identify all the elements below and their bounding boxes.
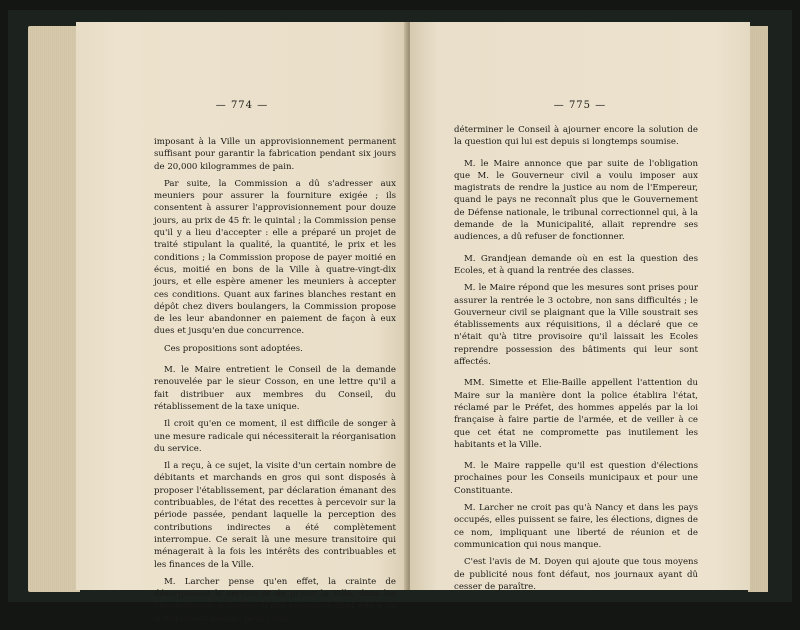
paragraph: imposant à la Ville un approvisionnement permanent suffisant pour garantir la fabrication pendant six jours de 20,000 kilogrammes de pain. (154, 137, 396, 172)
right-page-edges (748, 26, 768, 592)
paragraph: MM. Simette et Elie-Baille appellent l'attention du Maire sur la manière dont la police établira l'état, réclamé par le Préfet, des hommes appelés par la loi française à faire partie de l'armée, et de veiller à ce que cet état ne compromette pas inutilement les habitants et la Ville. (454, 378, 698, 450)
right-page-number: — 775 — (553, 100, 607, 111)
paragraph: C'est l'avis de M. Doyen qui ajoute que tous moyens de publicité nous font défaut, nos journaux ayant dû cesser de paraître. (454, 557, 698, 592)
paragraph: M. le Maire annonce que par suite de l'obligation que M. le Gouverneur civil a voulu imposer aux magistrats de rendre la justice au nom de l'Empereur, quand le pays ne reconnaît plus que le Gouvernement de Défense nationale, le tribunal correctionnel qui, à la demande de la Municipalité, allait reprendre ses audiences, a dû refuser de fonctionner. (454, 158, 698, 243)
paragraph: Par suite, la Commission a dû s'adresser aux meuniers pour assurer la fourniture exigée ; ils consentent à assurer l'approvisionnement pour douze jours, au prix de 45 fr. le quintal ; la Commission pense qu'il y a lieu d'accepter : elle a préparé un projet de traité stipulant la qualité, la quantité, le prix et les conditions ; la Commission propose de payer moitié en écus, moitié en bons de la Ville à quatre-vingt-dix jours, et elle espère amener les meuniers à accepter ces conditions. Quant aux farines blanches restant en dépôt chez divers boulangers, la Commission propose de les leur abandonner en paiement de façon à eux dues et jusqu'en due concurrence. (154, 178, 396, 337)
paragraph: M. Larcher pense qu'en effet, la crainte de désorganiser le service et de priver la Ville, dans les circonstances actuelles, d'une ressource dont elle a un si impérieux besoin, peut seule (154, 576, 396, 624)
paragraph: M. le Maire entretient le Conseil de la demande renouvelée par le sieur Cosson, en une lettre qu'il a fait distribuer aux membres du Conseil, du rétablissement de la taxe unique. (154, 365, 396, 412)
right-page (410, 22, 750, 590)
paragraph: M. le Maire rappelle qu'il est question d'élections prochaines pour les Conseils municipaux et pour une Constituante. (454, 461, 698, 496)
paragraph: M. Grandjean demande où en est la question des Ecoles, et à quand la rentrée des classes. (454, 253, 698, 276)
paragraph: M. le Maire répond que les mesures sont prises pour assurer la rentrée le 3 octobre, non sans difficultés ; le Gouverneur civil se plaignant que la Ville soustrait ses établissements aux réquisitions, il a déclaré que ce n'était qu'à titre provisoire qu'il laissait les Ecoles reprendre possession des bâtiments qui leur sont affectés. (454, 283, 698, 368)
paragraph: M. Larcher ne croit pas qu'à Nancy et dans les pays occupés, elles puissent se faire, les élections, dignes de ce nom, impliquant une liberté de réunion et de communication qui nous manque. (454, 503, 698, 550)
paragraph: Il a reçu, à ce sujet, la visite d'un certain nombre de débitants et marchands en gros qui sont disposés à proposer l'établissement, par déclaration émanant des contribuables, de l'état des recettes à percevoir sur la période passée, pendant laquelle la perception des contributions indirectes a été complètement interrompue. Ce serait là une mesure transitoire qui ménagerait à la fois les intérêts des contribuables et les finances de la Ville. (154, 461, 396, 570)
right-page-text (454, 124, 698, 598)
paragraph: Ces propositions sont adoptées. (164, 343, 303, 354)
paragraph: Il croit qu'en ce moment, il est difficile de songer à une mesure radicale qui nécessiterait la réorganisation du service. (154, 419, 396, 454)
left-page-text (154, 136, 396, 630)
left-page (76, 22, 408, 624)
paragraph: déterminer le Conseil à ajourner encore la solution de la question qui lui est depuis si longtemps soumise. (454, 125, 698, 148)
left-page-number: — 774 — (215, 100, 269, 111)
left-page-edges (28, 26, 80, 592)
